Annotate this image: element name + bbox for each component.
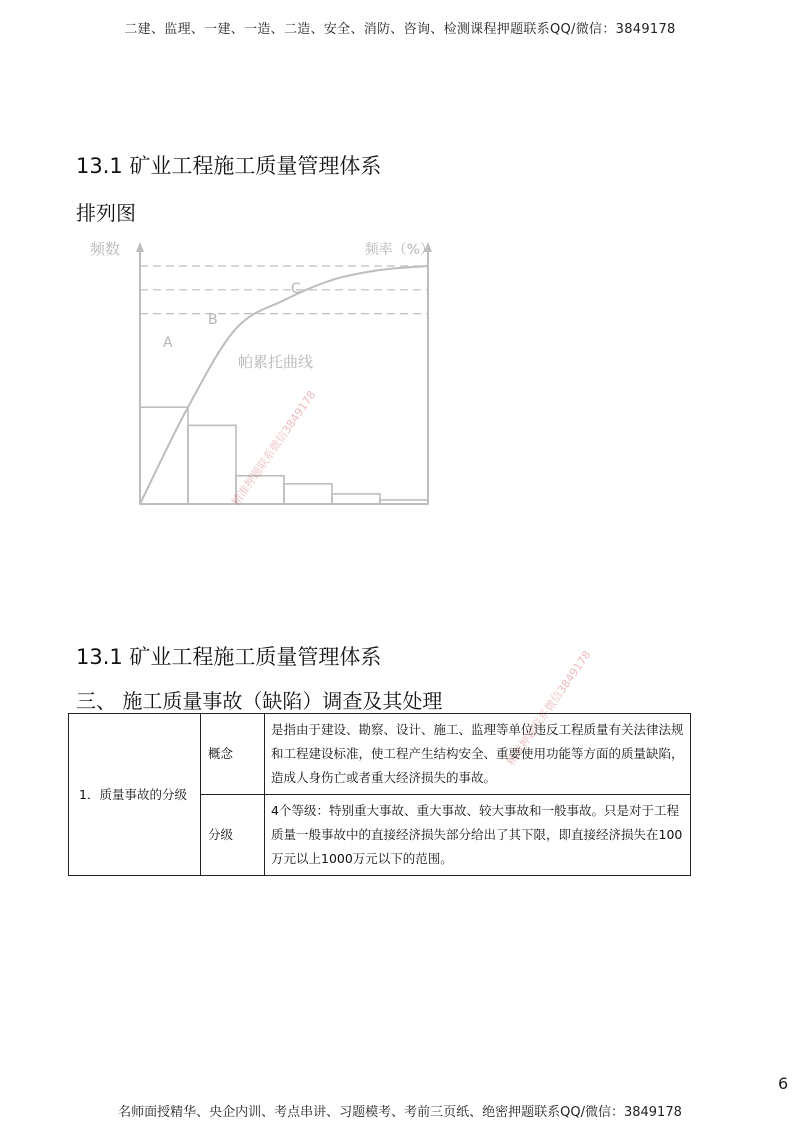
zone-label: B [208, 312, 218, 328]
watermark: 精准押题联系微信3849178 [504, 648, 594, 769]
section-subtitle-2: 三、 施工质量事故（缺陷）调查及其处理 [76, 689, 443, 713]
chart-bar [188, 425, 236, 504]
chart-threshold-lines [140, 266, 428, 314]
section-title: 13.1 矿业工程施工质量管理体系 [76, 154, 382, 178]
page-header: 二建、监理、一建、一造、二造、安全、消防、咨询、检测课程押题联系QQ/微信：3849178 [124, 22, 676, 37]
content-cell: 是指由于建设、勘察、设计、施工、监理等单位违反工程质量有关法律法规和工程建设标准，使工程产生结构安全、重要使用功能等方面的质量缺陷，造成人身伤亡或者重大经济损失的事故。 [265, 714, 691, 795]
y-axis-label-right: 频率（%） [364, 242, 434, 258]
page-number: 6 [778, 1074, 789, 1093]
content-cell: 4个等级：特别重大事故、重大事故、较大事故和一般事故。只是对于工程质量一般事故中的直接经济损失部分给出了其下限，即直接经济损失在100万元以上1000万元以下的范围。 [265, 795, 691, 876]
zone-label: A [163, 335, 173, 351]
chart-labels [90, 240, 434, 371]
chart-axes [136, 242, 432, 504]
y-axis-label-left: 频数 [90, 240, 121, 258]
chart-bar [284, 484, 332, 504]
section-title-2: 13.1 矿业工程施工质量管理体系 [76, 645, 382, 669]
section-subtitle: 排列图 [76, 201, 136, 225]
zone-label: C [291, 281, 301, 297]
chart-bar [332, 494, 380, 504]
quality-accident-table [68, 713, 691, 876]
table-row [69, 714, 691, 795]
label-cell: 分级 [201, 795, 265, 876]
y-axis-left-arrow [136, 242, 144, 252]
page-footer: 名师面授精华、央企内训、考点串讲、习题模考、考前三页纸、绝密押题联系QQ/微信：3849178 [118, 1105, 682, 1120]
chart-bar [380, 500, 428, 504]
pareto-curve [140, 266, 428, 504]
label-cell: 概念 [201, 714, 265, 795]
curve-label: 帕累托曲线 [238, 353, 314, 371]
watermark: 精准押题联系微信3849178 [229, 388, 319, 509]
row-header-cell: 1．质量事故的分级 [69, 714, 201, 876]
